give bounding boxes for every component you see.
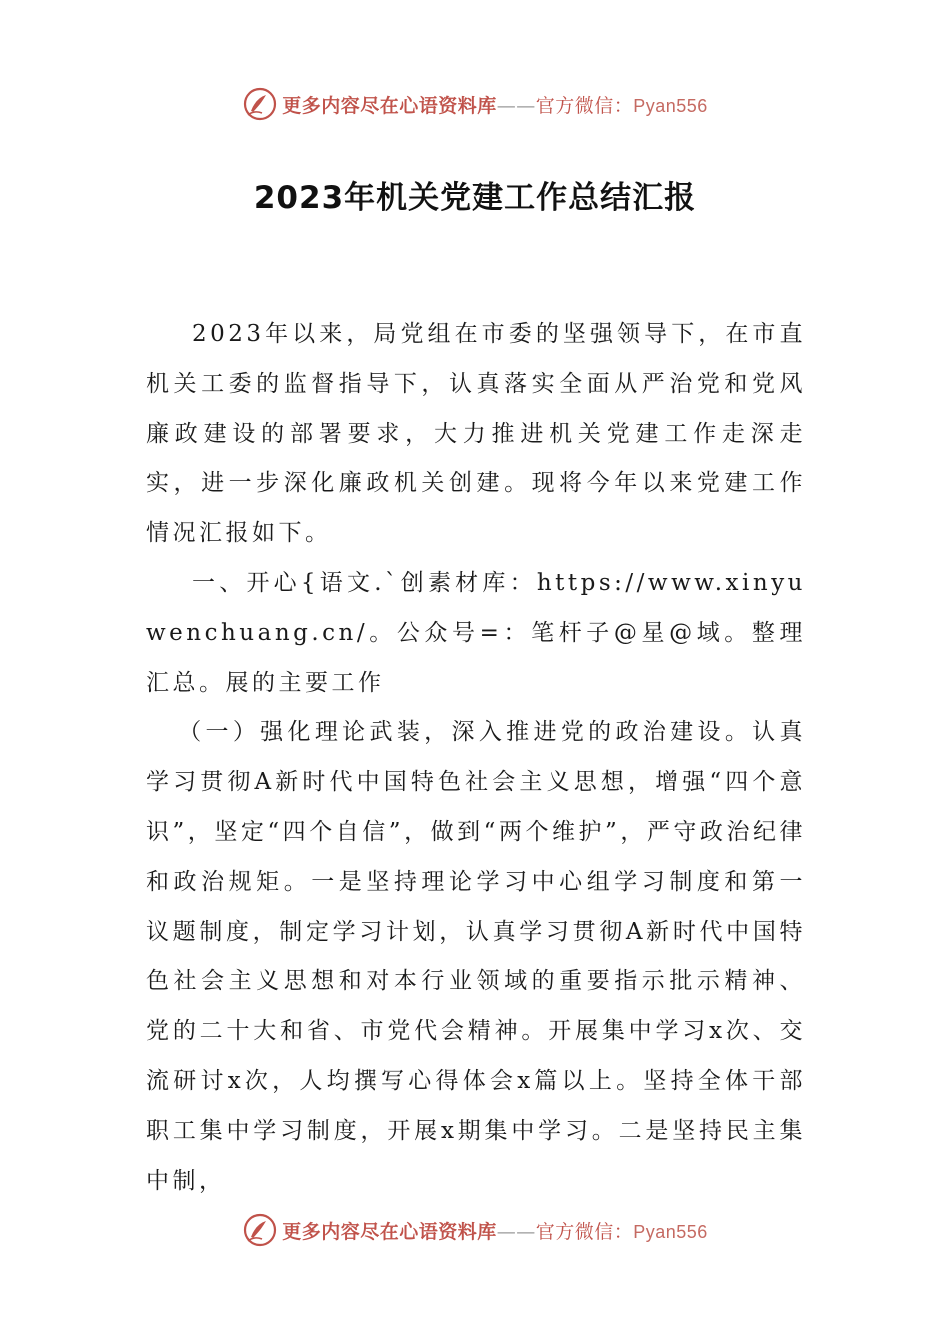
banner-separator: —— xyxy=(496,1220,536,1243)
pen-logo-icon xyxy=(242,86,278,122)
banner-separator: —— xyxy=(496,94,536,117)
body-paragraph: 2023年以来，局党组在市委的坚强领导下，在市直机关工委的监督指导下，认真落实全面从严治党和党风廉政建设的部署要求，大力推进机关党建工作走深走实，进一步深化廉政机关创建。现将今年以来党建工作情况汇报如下。 xyxy=(146,321,806,547)
document-body xyxy=(146,310,806,1206)
footer-watermark-banner xyxy=(0,1208,950,1252)
header-watermark-banner xyxy=(0,82,950,126)
banner-wechat-label: 官方微信： xyxy=(535,1220,634,1243)
body-paragraph: （一）强化理论武装，深入推进党的政治建设。认真学习贯彻A新时代中国特色社会主义思想，增强“四个意识”，坚定“四个自信”，做到“两个维护”，严守政治纪律和政治规矩。一是坚持理论学习中心组学习制度和第一议题制度，制定学习计划，认真学习贯彻A新时代中国特色社会主义思想和对本行业领域的重要指示批示精神、党的二十大和省、市党代会精神。开展集中学习x次、交流研讨x次，人均撰写心得体会x篇以上。坚持全体干部职工集中学习制度，开展x期集中学习。二是坚持民主集中制， xyxy=(146,719,806,1194)
pen-logo-icon xyxy=(242,1212,278,1248)
banner-brand-text: 更多内容尽在心语资料库 xyxy=(282,1220,497,1243)
banner-wechat-id: Pyan556 xyxy=(633,1221,708,1242)
banner-brand-text: 更多内容尽在心语资料库 xyxy=(282,94,497,117)
document-title: 2023年机关党建工作总结汇报 xyxy=(253,180,697,216)
banner-wechat-label: 官方微信： xyxy=(535,94,634,117)
section-heading: 一、开心{语文.`创素材库：https://www.xinyuwenchuang.cn/。公众号=：笔杆子@星@域。整理汇总。展的主要工作 xyxy=(146,569,806,696)
banner-wechat-id: Pyan556 xyxy=(633,95,708,116)
